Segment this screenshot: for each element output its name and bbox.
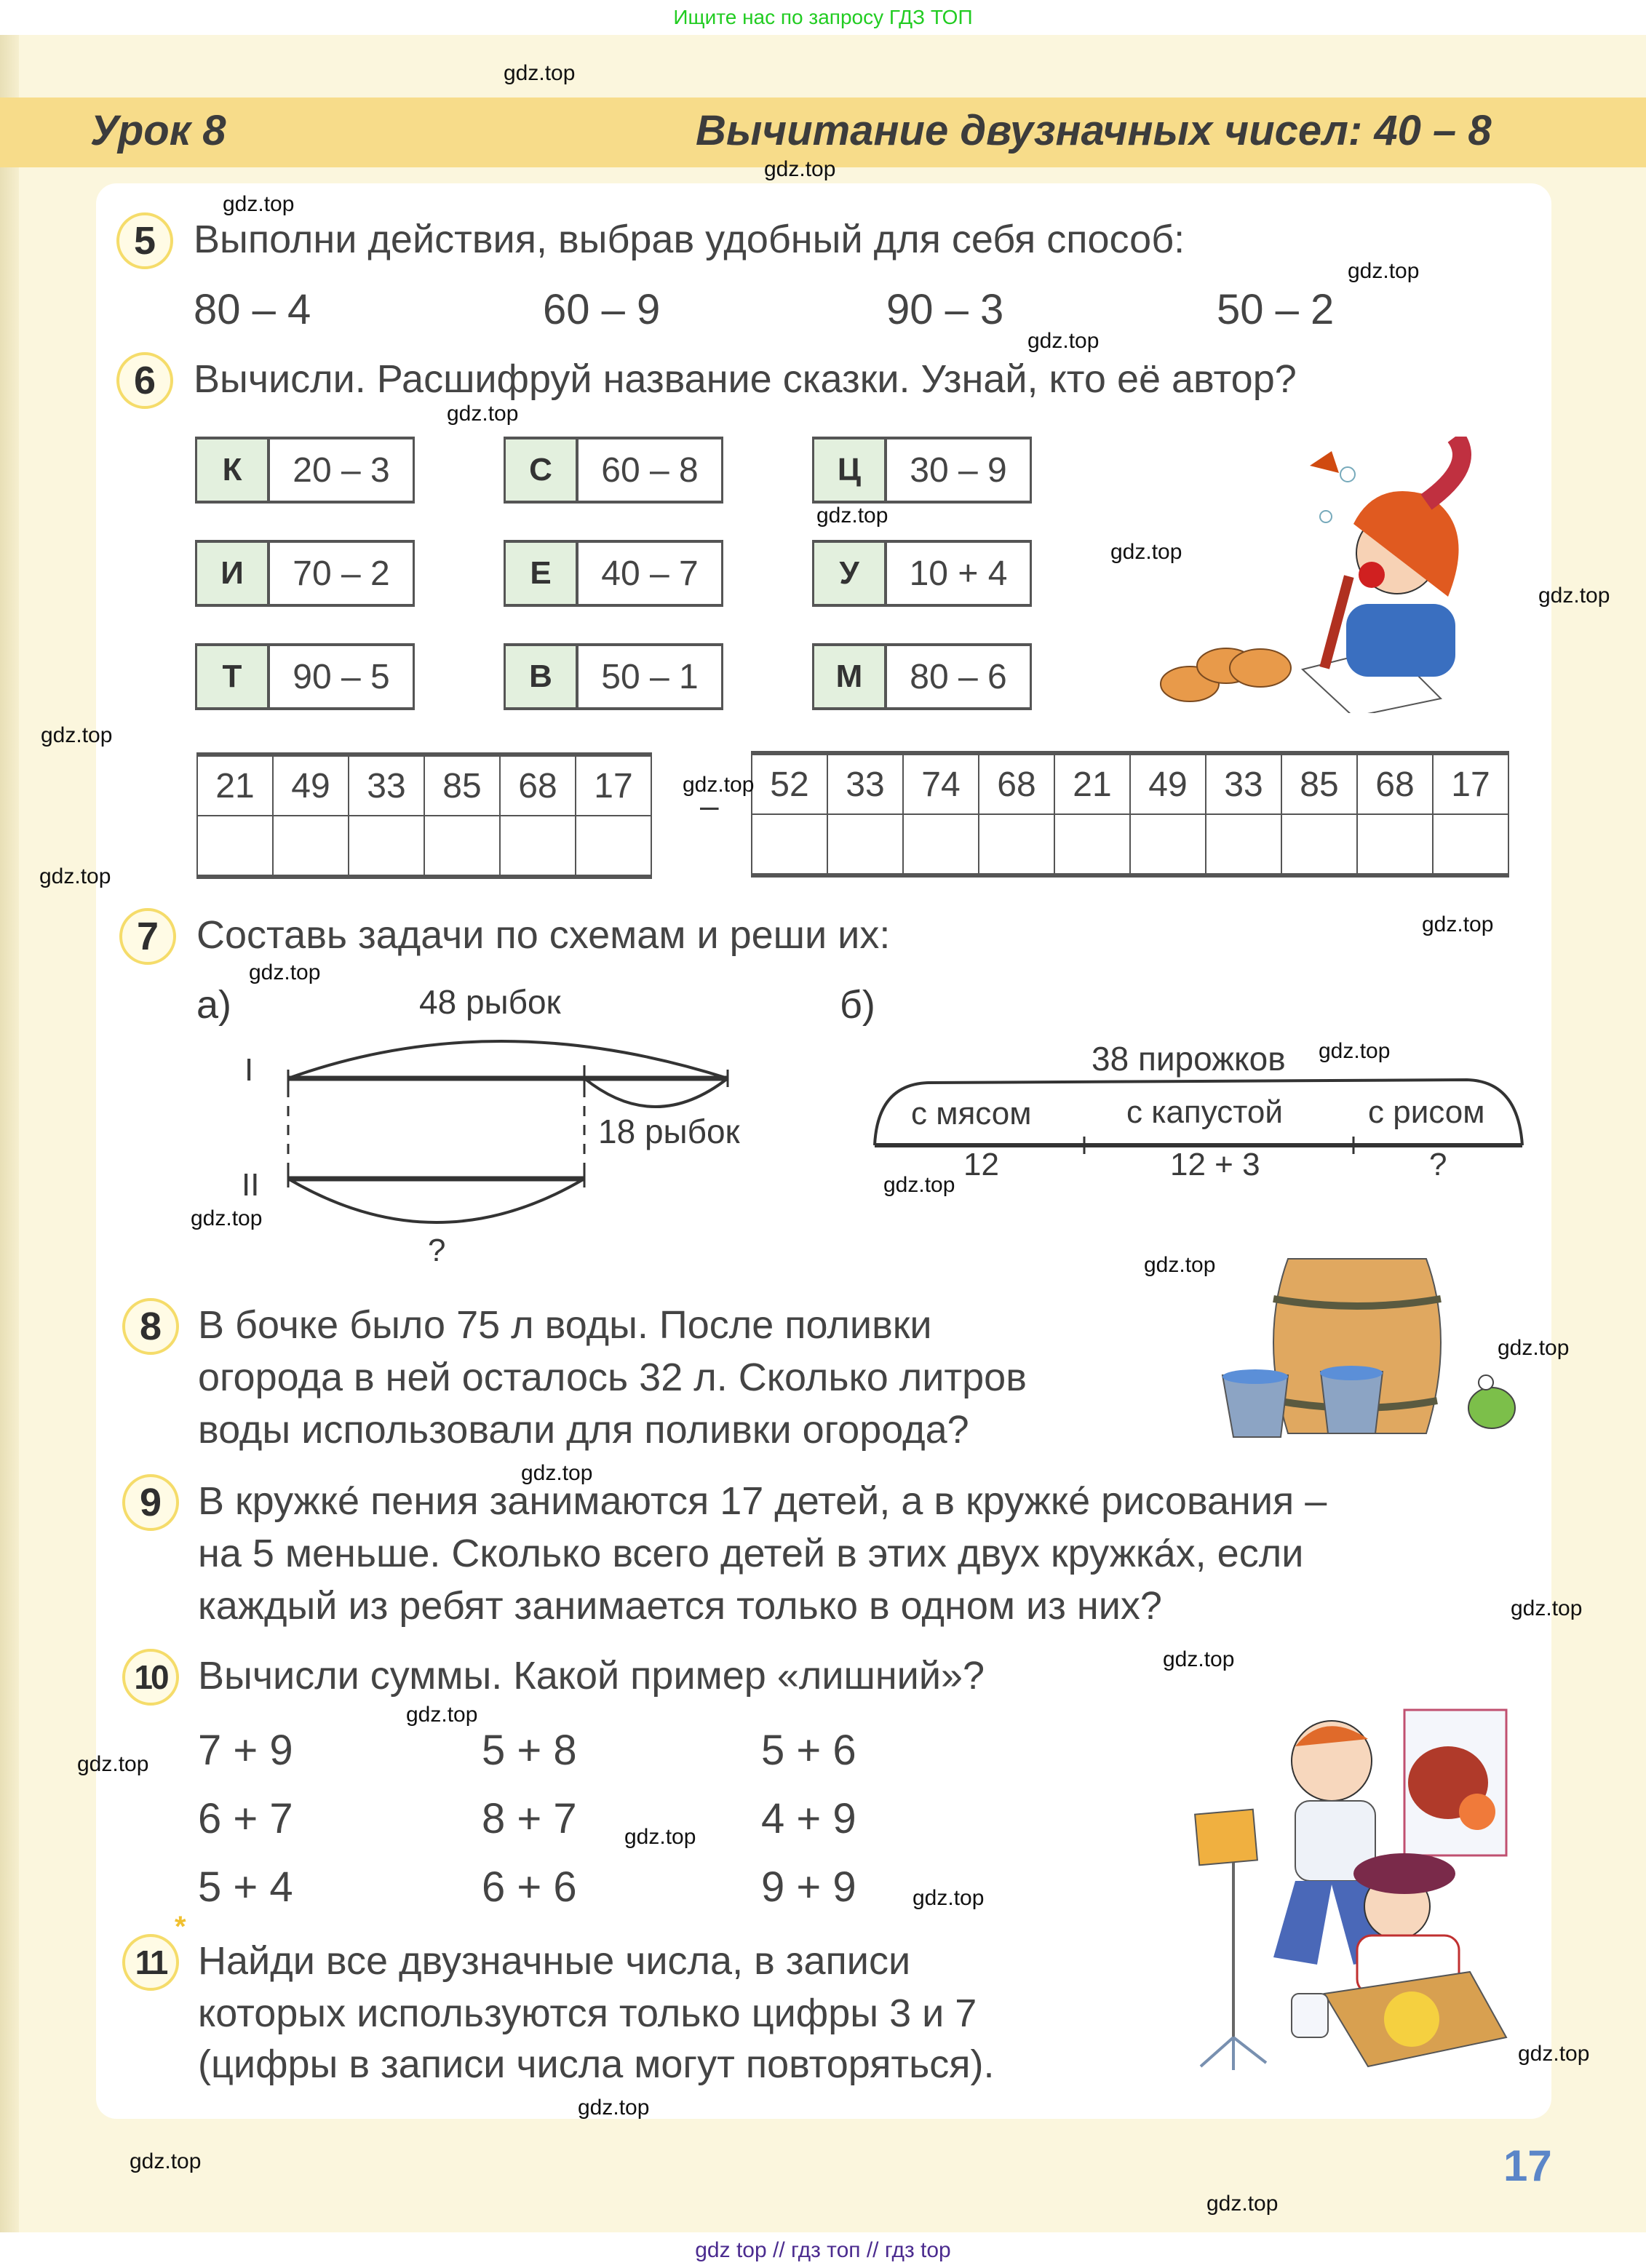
watermark: gdz.top: [521, 1461, 593, 1485]
watermark: gdz.top: [191, 1206, 263, 1230]
answer-cell[interactable]: [903, 814, 979, 875]
scheme-b-value: ?: [1429, 1147, 1447, 1182]
sum-example: 9 + 9: [761, 1863, 856, 1911]
scheme-b-part: с капустой: [1126, 1094, 1283, 1130]
watermark: gdz.top: [883, 1173, 955, 1197]
page-spine: [0, 35, 19, 2232]
sum-example: 6 + 7: [198, 1795, 293, 1842]
cipher-expr: 60 – 8: [601, 450, 699, 490]
top-banner[interactable]: Ищите нас по запросу ГДЗ ТОП: [0, 0, 1646, 35]
task-10-text: Вычисли суммы. Какой пример «лишний»?: [198, 1654, 985, 1698]
watermark: gdz.top: [1422, 912, 1494, 936]
watermark: gdz.top: [1498, 1336, 1570, 1360]
watermark: gdz.top: [816, 504, 888, 528]
bottom-banner[interactable]: gdz top // гдз топ // гдз top: [0, 2232, 1646, 2268]
task-11-line: которых используются только цифры 3 и 7: [198, 1992, 977, 2035]
clown-illustration: [1135, 437, 1543, 713]
cipher-card: [504, 643, 723, 710]
watermark: gdz.top: [130, 2149, 202, 2173]
cipher-expr: 30 – 9: [910, 450, 1007, 490]
cipher-letter: К: [197, 439, 270, 501]
watermark: gdz.top: [39, 864, 111, 888]
answer-cell[interactable]: [979, 814, 1054, 875]
task-8-line: В бочке было 75 л воды. После поливки: [198, 1303, 932, 1347]
answer-cell[interactable]: [576, 816, 651, 877]
sum-example: 8 + 7: [482, 1795, 577, 1842]
watermark: gdz.top: [1027, 329, 1100, 353]
table-cell: 17: [1433, 753, 1508, 814]
scheme-b-part: с рисом: [1368, 1094, 1485, 1130]
cipher-card: [812, 540, 1032, 607]
scheme-a-difference: 18 рыбок: [598, 1113, 740, 1150]
table-cell: 52: [752, 753, 827, 814]
cipher-card: [812, 643, 1032, 710]
cipher-expr: 20 – 3: [293, 450, 390, 490]
task-5-text: Выполни действия, выбрав удобный для себя способ:: [194, 218, 1185, 261]
cipher-letter: М: [814, 646, 887, 707]
table-cell: 21: [197, 755, 273, 816]
sum-example: 5 + 4: [198, 1863, 293, 1911]
sum-example: 5 + 8: [482, 1727, 577, 1774]
table-cell: 33: [349, 755, 424, 816]
scheme-b-value: 12 + 3: [1170, 1147, 1260, 1182]
sum-example: 6 + 6: [482, 1863, 577, 1911]
answer-cell[interactable]: [752, 814, 827, 875]
answer-cell[interactable]: [1054, 814, 1130, 875]
cipher-expr: 90 – 5: [293, 657, 390, 696]
answer-cell[interactable]: [1206, 814, 1281, 875]
task-7-text: Составь задачи по схемам и реши их:: [196, 913, 891, 957]
cipher-card: [504, 540, 723, 607]
cipher-card: [195, 437, 415, 504]
cipher-letter: Е: [506, 543, 579, 604]
watermark: gdz.top: [447, 402, 519, 426]
watermark: gdz.top: [1319, 1039, 1391, 1063]
answer-cell[interactable]: [1130, 814, 1206, 875]
scheme-b-part: с мясом: [911, 1096, 1032, 1131]
task-11-badge: 11: [122, 1934, 179, 1991]
answer-cell[interactable]: [1281, 814, 1357, 875]
cipher-letter: Т: [197, 646, 270, 707]
scheme-a-diagram: [277, 1033, 742, 1237]
task-5-expr: 80 – 4: [194, 286, 311, 333]
word-separator-dash: –: [700, 787, 719, 824]
task-7-badge: 7: [119, 908, 176, 965]
scheme-a-total: 48 рыбок: [419, 983, 561, 1021]
cipher-letter: Ц: [814, 439, 887, 501]
table-cell: 85: [424, 755, 500, 816]
watermark: gdz.top: [41, 723, 113, 747]
task-9-line: на 5 меньше. Сколько всего детей в этих двух кружка́х, если: [198, 1532, 1304, 1575]
scheme-a-row2: II: [242, 1167, 260, 1203]
scheme-b-value: 12: [963, 1147, 999, 1182]
task-8-line: воды использовали для поливки огорода?: [198, 1408, 969, 1452]
cipher-letter: И: [197, 543, 270, 604]
watermark: gdz.top: [1110, 540, 1182, 564]
table-cell: 21: [1054, 753, 1130, 814]
task-9-line: каждый из ребят занимается только в одном из них?: [198, 1584, 1162, 1628]
cipher-expr: 50 – 1: [601, 657, 699, 696]
watermark: gdz.top: [683, 773, 755, 797]
watermark: gdz.top: [1348, 259, 1420, 283]
task-10-badge: 10: [122, 1649, 179, 1706]
table-cell: 33: [827, 753, 903, 814]
table-cell: 49: [273, 755, 349, 816]
cipher-letter: С: [506, 439, 579, 501]
scheme-b-label: б): [840, 983, 875, 1027]
watermark: gdz.top: [1144, 1253, 1216, 1277]
task-5-expr: 50 – 2: [1217, 286, 1335, 333]
cipher-expr: 80 – 6: [910, 657, 1007, 696]
table-cell: 33: [1206, 753, 1281, 814]
table-cell: 74: [903, 753, 979, 814]
watermark: gdz.top: [504, 61, 576, 85]
task-5-badge: 5: [116, 212, 173, 269]
task-5-expr: 90 – 3: [886, 286, 1004, 333]
watermark: gdz.top: [77, 1752, 149, 1776]
cipher-answer-table-left: [196, 752, 652, 879]
watermark: gdz.top: [1511, 1596, 1583, 1620]
watermark: gdz.top: [1206, 2192, 1279, 2216]
table-cell: 68: [979, 753, 1054, 814]
lesson-title: Вычитание двузначных чисел: 40 – 8: [696, 107, 1492, 154]
difficulty-star-icon: *: [175, 1911, 186, 1943]
answer-cell[interactable]: [349, 816, 424, 877]
watermark: gdz.top: [578, 2096, 650, 2120]
cipher-answer-table-right: [751, 751, 1509, 878]
table-cell: 68: [1357, 753, 1433, 814]
answer-cell[interactable]: [1357, 814, 1433, 875]
watermark: gdz.top: [913, 1886, 985, 1910]
table-cell: 85: [1281, 753, 1357, 814]
kids-illustration: [1179, 1695, 1528, 2081]
task-6-badge: 6: [116, 352, 173, 409]
task-9-badge: 9: [122, 1474, 179, 1531]
task-8-badge: 8: [122, 1298, 179, 1355]
answer-cell[interactable]: [827, 814, 903, 875]
watermark: gdz.top: [1538, 584, 1610, 608]
watermark: gdz.top: [624, 1825, 696, 1849]
answer-cell[interactable]: [500, 816, 576, 877]
task-9-line: В кружке́ пения занимаются 17 детей, а в кружке́ рисования –: [198, 1479, 1327, 1523]
answer-cell[interactable]: [1433, 814, 1508, 875]
answer-cell[interactable]: [197, 816, 273, 877]
watermark: gdz.top: [406, 1703, 478, 1727]
task-5-expr: 60 – 9: [543, 286, 661, 333]
cipher-card: [504, 437, 723, 504]
task-8-line: огорода в ней осталось 32 л. Сколько литров: [198, 1356, 1027, 1399]
watermark: gdz.top: [764, 157, 836, 181]
answer-cell[interactable]: [273, 816, 349, 877]
cipher-card: [195, 540, 415, 607]
lesson-number: Урок 8: [90, 107, 226, 154]
table-cell: 17: [576, 755, 651, 816]
scheme-b-total: 38 пирожков: [1092, 1040, 1286, 1078]
scheme-a-row1: I: [244, 1052, 254, 1088]
cipher-expr: 70 – 2: [293, 554, 390, 593]
scheme-a-question: ?: [428, 1233, 446, 1268]
table-cell: 68: [500, 755, 576, 816]
sum-example: 7 + 9: [198, 1727, 293, 1774]
watermark: gdz.top: [249, 960, 321, 984]
sum-example: 5 + 6: [761, 1727, 856, 1774]
cipher-expr: 10 + 4: [909, 554, 1008, 593]
answer-cell[interactable]: [424, 816, 500, 877]
page-number: 17: [1503, 2141, 1552, 2190]
cipher-expr: 40 – 7: [601, 554, 699, 593]
cipher-card: [812, 437, 1032, 504]
table-cell: 49: [1130, 753, 1206, 814]
task-11-line: Найди все двузначные числа, в записи: [198, 1939, 911, 1983]
barrel-illustration: [1201, 1252, 1528, 1455]
task-11-line: (цифры в записи числа могут повторяться).: [198, 2042, 995, 2086]
scheme-a-label: а): [196, 983, 232, 1027]
watermark: gdz.top: [1163, 1647, 1235, 1671]
watermark: gdz.top: [1518, 2042, 1590, 2066]
cipher-letter: В: [506, 646, 579, 707]
cipher-card: [195, 643, 415, 710]
task-6-text: Вычисли. Расшифруй название сказки. Узнай, кто её автор?: [194, 357, 1297, 401]
cipher-letter: У: [814, 543, 887, 604]
sum-example: 4 + 9: [761, 1795, 856, 1842]
watermark: gdz.top: [223, 192, 295, 216]
